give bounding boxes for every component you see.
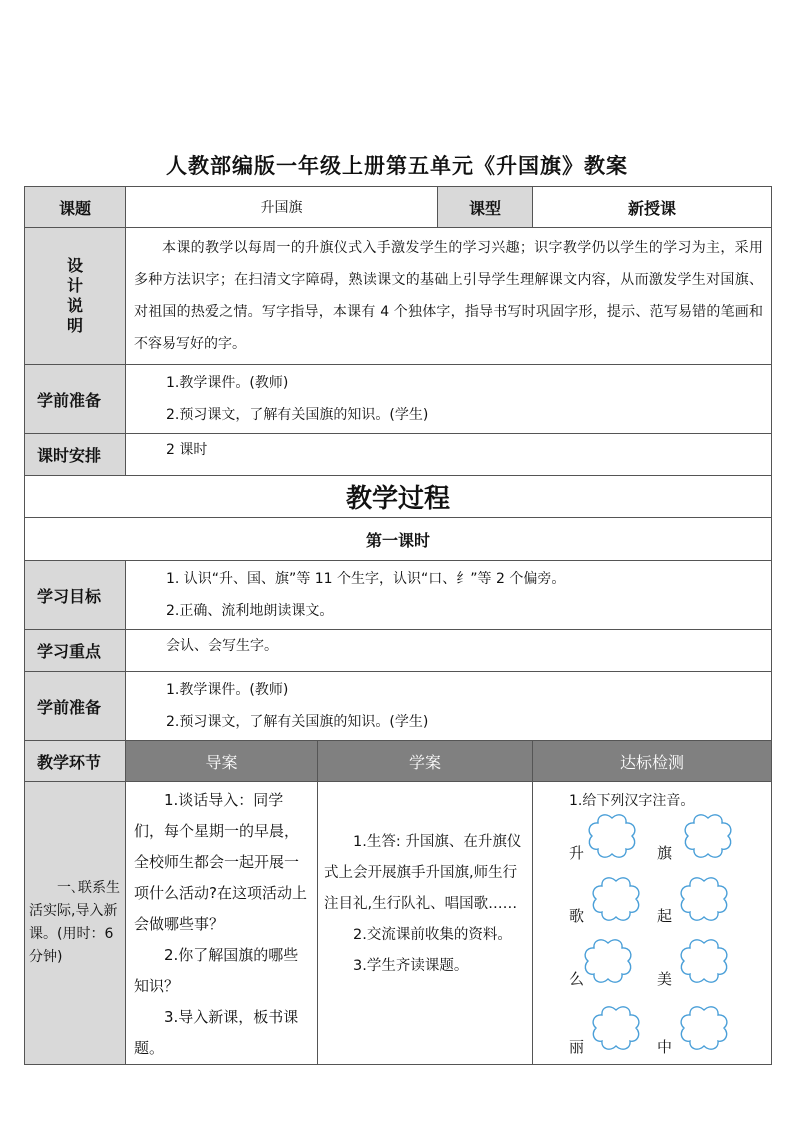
step1-check (533, 782, 772, 1065)
design-label-char: 说 (67, 296, 84, 315)
flower-answer-icon (679, 937, 729, 985)
flower-answer-icon (587, 812, 637, 860)
prep1-item: 1.教学课件。(教师) (166, 375, 289, 391)
col-study-header: 学案 (318, 741, 533, 782)
goals-row (25, 561, 772, 630)
prep2-row (25, 672, 772, 741)
lesson-row (25, 518, 772, 561)
focus-label: 学习重点 (25, 630, 126, 672)
topic-label: 课题 (25, 187, 126, 228)
schedule-label: 课时安排 (25, 434, 126, 476)
lesson-plan-table (24, 186, 772, 1065)
check-char: 美 (657, 970, 673, 988)
col-step-header: 教学环节 (25, 741, 126, 782)
study-item: 1.生答: 升国旗、在升旗仪式上会开展旗手升国旗,师生行注目礼,生行队礼、唱国歌…… (324, 834, 522, 912)
design-label-char: 设 (67, 256, 84, 275)
design-label (25, 228, 126, 365)
guide-item: 3.导入新课，板书课题。 (134, 1008, 299, 1057)
prep1-row (25, 365, 772, 434)
prep2-label: 学前准备 (25, 672, 126, 741)
document-title: 人教部编版一年级上册第五单元《升国旗》教案 (166, 154, 628, 178)
col-check-header: 达标检测 (533, 741, 772, 782)
prep2-content (126, 672, 772, 741)
lesson-title: 第一课时 (25, 518, 772, 561)
process-row (25, 476, 772, 518)
step1-guide (126, 782, 318, 1065)
design-label-char: 明 (67, 316, 84, 335)
check-char: 中 (657, 1038, 673, 1056)
prep2-item: 2.预习课文，了解有关国旗的知识。(学生) (166, 714, 429, 730)
process-title: 教学过程 (25, 476, 772, 518)
prep1-content (126, 365, 772, 434)
step1-row (25, 782, 772, 1065)
schedule-row (25, 434, 772, 476)
design-text: 本课的教学以每周一的升旗仪式入手激发学生的学习兴趣；识字教学仍以学生的学习为主，采用多种方法识字；在扫清文字障碍，熟读课文的基础上引导学生理解课文内容，从而激发学生对国旗、对祖国的热爱之情。写字指导，本课有 4 个独体字，指导书写时巩固字形，提示、范写易错的笔画和不容易写好的字。 (126, 228, 772, 365)
prep1-item: 2.预习课文，了解有关国旗的知识。(学生) (166, 407, 429, 423)
schedule-value: 2 课时 (126, 434, 772, 476)
goal-item: 2.正确、流利地朗读课文。 (166, 603, 334, 619)
design-label-char: 计 (67, 276, 84, 295)
study-item: 3.学生齐读课题。 (353, 958, 469, 974)
topic-row (25, 187, 772, 228)
check-char: 丽 (569, 1038, 585, 1056)
flower-answer-icon (583, 937, 633, 985)
design-row (25, 228, 772, 365)
check-char: 升 (569, 844, 585, 862)
step1-step: 一､联系生活实际,导入新课。(用时：6 分钟) (25, 782, 126, 1065)
flower-answer-icon (683, 812, 733, 860)
study-item: 2.交流课前收集的资料。 (353, 927, 512, 943)
check-char: 歌 (569, 907, 585, 925)
column-header-row (25, 741, 772, 782)
prep2-item: 1.教学课件。(教师) (166, 682, 289, 698)
focus-row (25, 630, 772, 672)
check-char: 么 (569, 970, 585, 988)
check-question: 1.给下列汉字注音。 (569, 793, 695, 809)
step1-study (318, 782, 533, 1065)
flower-answer-icon (679, 875, 729, 923)
guide-item: 2.你了解国旗的哪些知识？ (134, 946, 299, 995)
col-guide-header: 导案 (126, 741, 318, 782)
prep1-label: 学前准备 (25, 365, 126, 434)
goals-label: 学习目标 (25, 561, 126, 630)
guide-item: 1.谈话导入：同学们，每个星期一的早晨，全校师生都会一起开展一项什么活动?在这项活动上会做哪些事？ (134, 791, 307, 933)
flower-answer-icon (679, 1004, 729, 1052)
topic-value: 升国旗 (126, 187, 438, 228)
type-value: 新授课 (533, 187, 772, 228)
flower-answer-icon (591, 875, 641, 923)
goals-content (126, 561, 772, 630)
type-label: 课型 (438, 187, 533, 228)
check-char: 旗 (657, 844, 673, 862)
goal-item: 1. 认识“升、国、旗”等 11 个生字，认识“口、纟”等 2 个偏旁。 (166, 571, 566, 587)
flower-answer-icon (591, 1004, 641, 1052)
focus-value: 会认、会写生字。 (126, 630, 772, 672)
check-char: 起 (657, 907, 673, 925)
